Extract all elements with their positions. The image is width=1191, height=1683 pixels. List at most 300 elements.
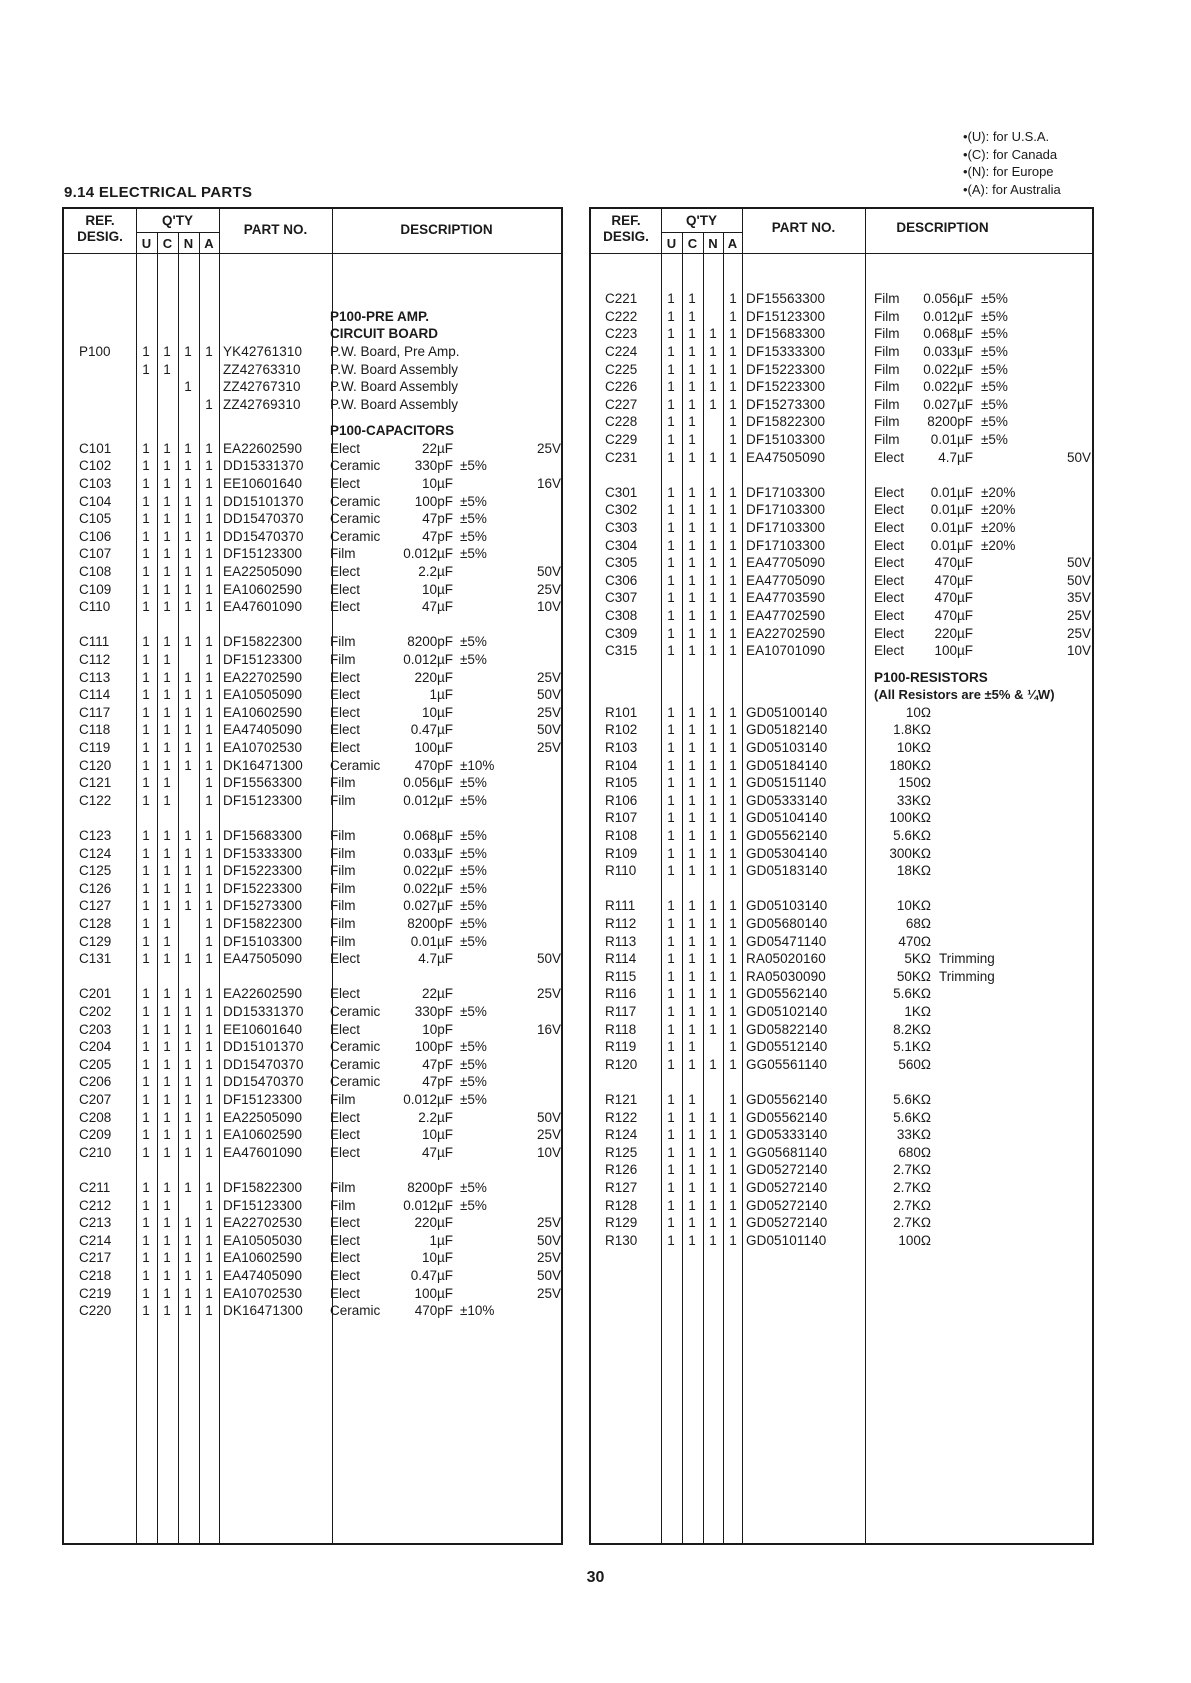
ref-desig: R103 — [605, 740, 638, 755]
ref-desig: C220 — [79, 1303, 112, 1319]
table-row — [591, 1109, 1092, 1127]
ref-desig: C228 — [605, 414, 638, 430]
tolerance: ±5% — [460, 493, 487, 509]
qty-c: 1 — [688, 1127, 696, 1143]
ref-desig: C104 — [79, 493, 112, 509]
qty-u: 1 — [667, 1092, 675, 1107]
part-number: EA22702590 — [223, 669, 303, 685]
qty-u: 1 — [667, 968, 675, 984]
ref-desig: C114 — [79, 687, 111, 703]
qty-c: 1 — [688, 986, 696, 1002]
component-value: 0.01µF — [410, 933, 453, 949]
component-type: Elect — [330, 1250, 361, 1266]
component-type: Film — [874, 396, 900, 412]
part-number: EA10602590 — [223, 704, 303, 720]
ref-desig: R129 — [605, 1215, 638, 1231]
component-value: 0.056µF — [403, 775, 453, 791]
qty-a: 1 — [729, 1056, 737, 1072]
voltage: 16V — [536, 476, 561, 491]
qty-a: 1 — [205, 1074, 213, 1090]
component-type: Film — [330, 828, 356, 843]
ref-desig: C217 — [79, 1250, 112, 1266]
qty-n: 1 — [184, 546, 192, 562]
qty-a: 1 — [205, 652, 213, 667]
qty-a: 1 — [729, 1021, 737, 1037]
qty-n: 1 — [709, 916, 717, 931]
resistance-value: 180KΩ — [889, 757, 931, 773]
ref-desig: C214 — [79, 1232, 112, 1248]
table-row — [591, 1126, 1092, 1144]
part-number: EA10505030 — [223, 1232, 303, 1248]
table-row — [64, 1056, 561, 1074]
component-type: Elect — [330, 599, 361, 615]
qty-n: 1 — [184, 458, 192, 474]
qty-a: 1 — [205, 828, 213, 843]
resistance-value: 560Ω — [898, 1056, 931, 1072]
qty-c: 1 — [163, 1197, 171, 1213]
qty-a: 1 — [205, 440, 213, 456]
tolerance: ±5% — [460, 511, 487, 527]
component-value: 470pF — [414, 757, 453, 773]
qty-a: 1 — [729, 704, 737, 720]
qty-u: 1 — [667, 898, 675, 914]
qty-u: 1 — [142, 775, 150, 791]
table-row — [591, 519, 1092, 537]
qty-c: 1 — [163, 757, 171, 773]
resistance-value: 5KΩ — [904, 951, 931, 967]
table-row — [591, 378, 1092, 396]
qty-a: 1 — [729, 361, 737, 377]
component-type: Elect — [330, 986, 361, 1002]
part-number: EE10601640 — [223, 1021, 303, 1037]
component-type: Elect — [330, 1285, 361, 1301]
resistance-value: 1.8KΩ — [893, 722, 931, 738]
table-row — [591, 1214, 1092, 1232]
component-type: Elect — [330, 1215, 361, 1231]
qty-c: 1 — [688, 810, 696, 826]
part-number: EA10702530 — [223, 740, 303, 755]
component-type: Elect — [874, 484, 905, 500]
ref-desig: R121 — [605, 1092, 638, 1107]
qty-a: 1 — [205, 1285, 213, 1301]
table-row — [64, 704, 561, 722]
tolerance: ±5% — [981, 396, 1008, 412]
part-number: EA10701090 — [746, 643, 826, 659]
qty-c: 1 — [688, 704, 696, 720]
ref-desig: R104 — [605, 757, 638, 773]
part-number: GD05562140 — [746, 1092, 828, 1107]
component-value: 0.033µF — [403, 845, 453, 861]
qty-a: 1 — [729, 810, 737, 826]
component-value: 0.012µF — [403, 1197, 453, 1213]
part-number: DD15470370 — [223, 528, 304, 544]
part-number: DF17103300 — [746, 502, 826, 518]
ref-desig: C212 — [79, 1197, 112, 1213]
tolerance: ±5% — [981, 379, 1008, 395]
qty-u: 1 — [667, 625, 675, 641]
qty-n: 1 — [184, 344, 192, 359]
component-type: Elect — [330, 1109, 361, 1125]
qty-n: 1 — [184, 1127, 192, 1143]
qty-a: 1 — [729, 933, 737, 949]
qty-u: 1 — [667, 1004, 675, 1019]
qty-c: 1 — [688, 916, 696, 931]
component-value: 10µF — [421, 1250, 453, 1266]
legend-usa: •(U): for U.S.A. — [963, 129, 1050, 144]
header-a-right: A — [727, 236, 738, 251]
part-number: GG05561140 — [746, 1056, 828, 1072]
tolerance: ±5% — [981, 326, 1008, 342]
qty-u: 1 — [667, 775, 675, 791]
qty-n: 1 — [709, 361, 717, 377]
table-row — [64, 378, 561, 396]
component-type: Film — [874, 291, 900, 307]
table-row — [64, 1003, 561, 1021]
qty-u: 1 — [667, 722, 675, 738]
component-value: 10µF — [421, 704, 453, 720]
resistance-value: 8.2KΩ — [893, 1021, 931, 1037]
part-number: EA10702530 — [223, 1285, 303, 1301]
qty-a: 1 — [205, 528, 213, 544]
tolerance: ±5% — [460, 863, 487, 879]
qty-a: 1 — [729, 740, 737, 755]
resistance-value: 2.7KΩ — [893, 1215, 931, 1231]
component-value: 470µF — [934, 590, 973, 606]
qty-u: 1 — [142, 361, 150, 377]
qty-a: 1 — [205, 757, 213, 773]
table-row — [591, 449, 1092, 467]
qty-a: 1 — [205, 1303, 213, 1319]
qty-n: 1 — [184, 581, 192, 597]
qty-n: 1 — [184, 757, 192, 773]
qty-a: 1 — [729, 344, 737, 359]
component-value: 47pF — [422, 1074, 453, 1090]
resistance-value: 150Ω — [898, 775, 931, 791]
ref-desig: C124 — [79, 845, 112, 861]
ref-desig: C301 — [605, 484, 638, 500]
qty-n: 1 — [709, 326, 717, 342]
ref-desig: C229 — [605, 432, 638, 447]
ref-desig: R107 — [605, 810, 638, 826]
qty-a: 1 — [205, 1092, 213, 1107]
part-number: RA05030090 — [746, 968, 826, 984]
ref-desig: C119 — [79, 740, 111, 755]
ref-desig: R109 — [605, 845, 638, 861]
part-number: GD05562140 — [746, 1109, 828, 1125]
qty-c: 1 — [163, 704, 171, 720]
component-value: 0.012µF — [403, 652, 453, 667]
voltage: 50V — [1066, 449, 1091, 465]
part-number: GD05562140 — [746, 986, 828, 1002]
qty-u: 1 — [142, 1074, 150, 1090]
ref-desig: C306 — [605, 572, 638, 588]
qty-c: 1 — [163, 880, 171, 896]
component-type: Film — [330, 792, 356, 808]
qty-u: 1 — [667, 740, 675, 755]
qty-u: 1 — [667, 291, 675, 307]
qty-c: 1 — [688, 1056, 696, 1072]
qty-c: 1 — [163, 1056, 171, 1072]
ref-desig: R125 — [605, 1144, 638, 1160]
part-number: GD05822140 — [746, 1021, 828, 1037]
part-number: DF15822300 — [223, 916, 303, 931]
qty-a: 1 — [729, 1180, 737, 1195]
qty-n: 1 — [184, 1215, 192, 1231]
qty-u: 1 — [142, 476, 150, 491]
qty-u: 1 — [142, 1092, 150, 1107]
component-type: Ceramic — [330, 1303, 381, 1319]
qty-n: 1 — [184, 1180, 192, 1195]
part-number: DD15470370 — [223, 511, 304, 527]
qty-n: 1 — [184, 951, 192, 967]
qty-u: 1 — [142, 933, 150, 949]
table-row — [64, 528, 561, 546]
qty-u: 1 — [667, 608, 675, 623]
qty-c: 1 — [163, 1215, 171, 1231]
component-type: Elect — [330, 1268, 361, 1283]
qty-n: 1 — [709, 757, 717, 773]
qty-u: 1 — [142, 440, 150, 456]
qty-n: 1 — [709, 502, 717, 518]
component-type: Ceramic — [330, 511, 381, 527]
component-value: 10µF — [421, 476, 453, 491]
component-type: Elect — [330, 564, 361, 579]
table-row — [64, 343, 561, 361]
qty-c: 1 — [688, 608, 696, 623]
qty-a: 1 — [729, 1197, 737, 1213]
qty-u: 1 — [142, 1232, 150, 1248]
part-number: DF15273300 — [746, 396, 826, 412]
qty-c: 1 — [163, 687, 171, 703]
qty-u: 1 — [667, 396, 675, 412]
table-row — [64, 686, 561, 704]
qty-n: 1 — [709, 1162, 717, 1178]
table-row — [64, 493, 561, 511]
ref-desig: C315 — [605, 643, 638, 659]
qty-a: 1 — [205, 775, 213, 791]
voltage: 25V — [536, 1285, 561, 1301]
qty-u: 1 — [667, 1039, 675, 1055]
qty-u: 1 — [142, 493, 150, 509]
qty-a: 1 — [205, 493, 213, 509]
header-n-right: N — [708, 236, 718, 251]
qty-c: 1 — [163, 1109, 171, 1125]
resistance-value: 68Ω — [905, 916, 931, 931]
tolerance: ±5% — [460, 845, 487, 861]
component-value: 0.47µF — [410, 1268, 453, 1283]
qty-c: 1 — [688, 1215, 696, 1231]
component-value: 0.027µF — [403, 898, 453, 914]
component-type: Film — [330, 898, 356, 914]
qty-n: 1 — [184, 863, 192, 879]
voltage: 50V — [536, 722, 561, 738]
qty-c: 1 — [688, 898, 696, 914]
qty-a: 1 — [205, 546, 213, 562]
qty-a: 1 — [729, 1092, 737, 1107]
table-row — [591, 642, 1092, 660]
qty-a: 1 — [729, 590, 737, 606]
qty-c: 1 — [163, 1039, 171, 1055]
qty-n: 1 — [709, 484, 717, 500]
part-number: EA47601090 — [223, 599, 303, 615]
ref-desig: C218 — [79, 1268, 112, 1283]
table-row — [591, 686, 1092, 704]
header-ref-right: REF. — [611, 213, 641, 228]
ref-desig: C211 — [79, 1180, 111, 1195]
qty-u: 1 — [667, 590, 675, 606]
qty-n: 1 — [184, 1250, 192, 1266]
ref-desig: C123 — [79, 828, 112, 843]
qty-c: 1 — [688, 396, 696, 412]
table-row — [64, 827, 561, 845]
ref-desig: C302 — [605, 502, 638, 518]
component-type: Elect — [874, 590, 905, 606]
qty-c: 1 — [163, 1180, 171, 1195]
ref-desig: C128 — [79, 916, 112, 931]
component-value: 0.012µF — [403, 1092, 453, 1107]
table-row — [591, 290, 1092, 308]
qty-a: 1 — [205, 458, 213, 474]
part-number: EA10602590 — [223, 1250, 303, 1266]
qty-c: 1 — [688, 933, 696, 949]
qty-u: 1 — [142, 898, 150, 914]
qty-a: 1 — [729, 828, 737, 843]
qty-c: 1 — [688, 1144, 696, 1160]
part-number: DF15123300 — [223, 792, 303, 808]
qty-n: 1 — [184, 828, 192, 843]
qty-c: 1 — [163, 951, 171, 967]
qty-u: 1 — [667, 1215, 675, 1231]
component-type: Film — [330, 546, 356, 562]
component-value: 4.7µF — [938, 449, 973, 465]
table-row — [64, 1038, 561, 1056]
qty-c: 1 — [163, 828, 171, 843]
voltage: 25V — [536, 1215, 561, 1231]
ref-desig: C125 — [79, 863, 112, 879]
qty-c: 1 — [688, 1039, 696, 1055]
part-number: EA22505090 — [223, 1109, 303, 1125]
component-value: 0.47µF — [410, 722, 453, 738]
voltage: 25V — [536, 440, 561, 456]
component-type: Elect — [330, 581, 361, 597]
part-number: DF17103300 — [746, 520, 826, 535]
qty-u: 1 — [667, 572, 675, 588]
table-row — [64, 1126, 561, 1144]
part-number: DF15273300 — [223, 898, 303, 914]
qty-u: 1 — [142, 581, 150, 597]
qty-c: 1 — [688, 590, 696, 606]
tolerance: ±5% — [460, 528, 487, 544]
component-type: Elect — [330, 704, 361, 720]
table-row — [64, 651, 561, 669]
part-number: DF15123300 — [223, 1092, 303, 1107]
qty-n: 1 — [709, 1215, 717, 1231]
qty-u: 1 — [667, 916, 675, 931]
qty-a: 1 — [205, 1250, 213, 1266]
section-heading: P100-CAPACITORS — [330, 423, 455, 439]
qty-u: 1 — [142, 722, 150, 738]
tolerance: ±5% — [460, 898, 487, 914]
qty-u: 1 — [142, 916, 150, 931]
qty-n: 1 — [709, 1232, 717, 1248]
table-row — [591, 484, 1092, 502]
tolerance: ±5% — [460, 1180, 487, 1195]
component-type: Elect — [874, 555, 905, 571]
qty-n: 1 — [709, 344, 717, 359]
component-type: Elect — [330, 951, 361, 967]
qty-n: 1 — [184, 493, 192, 509]
part-number: EA47702590 — [746, 608, 826, 623]
table-row — [591, 537, 1092, 555]
tolerance: ±5% — [460, 634, 487, 650]
qty-a: 1 — [729, 722, 737, 738]
qty-u: 1 — [667, 1056, 675, 1072]
component-type: Film — [330, 1092, 356, 1107]
part-number: DF15123300 — [223, 1197, 303, 1213]
qty-u: 1 — [142, 1127, 150, 1143]
ref-desig: C126 — [79, 880, 112, 896]
voltage: 25V — [536, 704, 561, 720]
qty-n: 1 — [709, 608, 717, 623]
header-c-right: C — [687, 236, 698, 251]
ref-desig: C111 — [79, 634, 110, 650]
qty-a: 1 — [205, 1039, 213, 1055]
component-type: Film — [874, 344, 900, 359]
qty-a: 1 — [205, 581, 213, 597]
part-number: EE10601640 — [223, 476, 303, 491]
ref-desig: C103 — [79, 476, 112, 491]
qty-c: 1 — [163, 528, 171, 544]
qty-c: 1 — [163, 361, 171, 377]
qty-c: 1 — [688, 572, 696, 588]
qty-a: 1 — [205, 1232, 213, 1248]
qty-a: 1 — [729, 537, 737, 553]
part-number: DD15331370 — [223, 1004, 304, 1019]
qty-n: 1 — [184, 1092, 192, 1107]
qty-a: 1 — [205, 1127, 213, 1143]
qty-a: 1 — [205, 1004, 213, 1019]
section-heading: CIRCUIT BOARD — [330, 326, 438, 342]
voltage: 50V — [536, 564, 561, 579]
component-value: 0.012µF — [403, 546, 453, 562]
component-type: Elect — [330, 476, 361, 491]
component-type: Film — [874, 308, 900, 324]
voltage: 50V — [536, 1109, 561, 1125]
tolerance: ±5% — [981, 291, 1008, 307]
qty-a: 1 — [205, 898, 213, 914]
qty-u: 1 — [667, 1197, 675, 1213]
qty-c: 1 — [688, 308, 696, 324]
tolerance: ±5% — [460, 1056, 487, 1072]
component-type: Elect — [330, 1144, 361, 1160]
qty-a: 1 — [729, 986, 737, 1002]
table-row — [64, 308, 561, 326]
qty-c: 1 — [163, 916, 171, 931]
ref-desig: C204 — [79, 1039, 112, 1055]
part-number: DF15123300 — [223, 652, 303, 667]
part-number: GD05151140 — [746, 775, 827, 791]
qty-c: 1 — [163, 1285, 171, 1301]
header-description: DESCRIPTION — [400, 222, 493, 237]
part-number: GD05272140 — [746, 1197, 828, 1213]
table-row — [591, 1197, 1092, 1215]
part-number: EA47601090 — [223, 1144, 303, 1160]
qty-n: 1 — [184, 722, 192, 738]
component-value: 470pF — [414, 1303, 453, 1319]
ref-desig: C206 — [79, 1074, 112, 1090]
component-value: 100pF — [414, 493, 453, 509]
tolerance: ±10% — [460, 1303, 495, 1319]
